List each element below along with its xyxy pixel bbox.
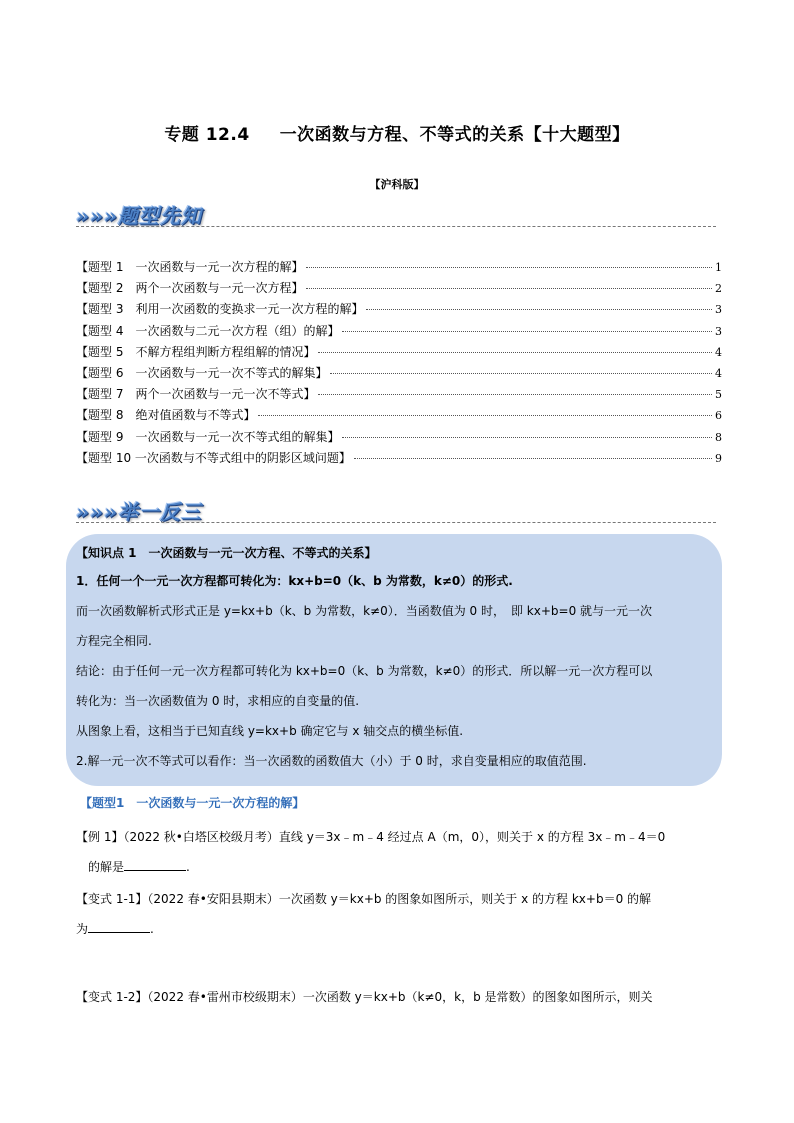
toc-leader-dots [342, 437, 712, 438]
dashed-divider [76, 522, 716, 523]
knowledge-paragraph: 2.解一元一次不等式可以看作：当一次函数的函数值大（小）于 0 时，求自变量相应的取值范围. [76, 754, 587, 768]
toc-item[interactable] [76, 279, 722, 300]
question-text: 【变式 1-1】（2022 春•安阳县期末）一次函数 y＝kx+b 的图象如图所示，则关于 x 的方程 kx+b＝0 的解 [76, 892, 652, 906]
question-text: 的解是 [88, 860, 125, 874]
toc-item-page: 4 [715, 366, 722, 380]
toc-item[interactable] [76, 322, 722, 343]
variant-1-1 [76, 884, 726, 944]
toc-item-label: 【题型 7 两个一次函数与一元一次不等式】 [76, 387, 316, 402]
toc-leader-dots [318, 394, 712, 395]
toc-item-page: 3 [715, 324, 722, 338]
toc-item-page: 3 [715, 303, 722, 317]
page-title [0, 120, 794, 145]
toc-leader-dots [318, 352, 712, 353]
question-answer-line [76, 852, 726, 882]
knowledge-paragraph: 而一次函数解析式形式正是 y=kx+b（k、b 为常数，k≠0）．当函数值为 0 时， 即 kx+b=0 就与一元一次 [76, 604, 653, 618]
toc-item-page: 6 [715, 409, 722, 423]
toc-leader-dots [342, 331, 712, 332]
dashed-divider [76, 226, 716, 227]
question-text: . [186, 860, 190, 874]
toc-leader-dots [306, 267, 712, 268]
question-text: 【变式 1-2】（2022 春•雷州市校级期末）一次函数 y＝kx+b（k≠0，k，b 是常数）的图象如图所示，则关 [76, 990, 653, 1004]
toc-item-page: 2 [715, 282, 722, 296]
table-of-contents [76, 258, 722, 470]
toc-leader-dots [258, 415, 712, 416]
toc-item-page: 4 [715, 345, 722, 359]
title-topic-name: 一次函数与方程、不等式的关系【十大题型】 [279, 125, 630, 145]
answer-blank[interactable] [124, 856, 186, 871]
toc-item-label: 【题型 4 一次函数与二元一次方程（组）的解】 [76, 323, 340, 338]
toc-item-page: 5 [715, 388, 722, 402]
knowledge-paragraph: 转化为：当一次函数值为 0 时，求相应的自变量的值. [76, 694, 360, 708]
answer-blank[interactable] [88, 918, 150, 933]
toc-item[interactable] [76, 364, 722, 385]
variant-1-2 [76, 982, 726, 1012]
knowledge-paragraph: 从图象上看，这相当于已知直线 y=kx+b 确定它与 x 轴交点的横坐标值. [76, 724, 464, 738]
title-topic-number: 专题 12.4 [164, 125, 250, 145]
banner-practice-text: »»»举一反三 [76, 500, 202, 524]
toc-item-label: 【题型 9 一次函数与一元一次不等式组的解集】 [76, 429, 340, 444]
question-text: 【例 1】（2022 秋•白塔区校级月考）直线 y＝3x﹣m﹣4 经过点 A（m，0），则关于 x 的方程 3x﹣m﹣4＝0 [76, 830, 666, 844]
toc-item-label: 【题型 6 一次函数与一元一次不等式的解集】 [76, 365, 328, 380]
knowledge-title: 【知识点 1 一次函数与一元一次方程、不等式的关系】 [76, 546, 377, 560]
toc-leader-dots [354, 458, 712, 459]
knowledge-paragraph: 1．任何一个一元一次方程都可转化为：kx+b=0（k、b 为常数，k≠0）的形式. [76, 574, 513, 588]
toc-item-page: 1 [715, 261, 722, 274]
toc-item[interactable] [76, 428, 722, 449]
toc-item-label: 【题型 8 绝对值函数与不等式】 [76, 408, 256, 423]
knowledge-point-box [66, 534, 722, 786]
banner-preview [76, 200, 726, 230]
toc-item-label: 【题型 3 利用一次函数的变换求一元一次方程的解】 [76, 302, 364, 317]
toc-leader-dots [330, 373, 712, 374]
knowledge-paragraph: 结论：由于任何一元一次方程都可转化为 kx+b=0（k、b 为常数，k≠0）的形式．所以解一元一次方程可以 [76, 664, 653, 678]
edition-label: 【沪科版】 [369, 178, 425, 191]
question-answer-line [76, 914, 726, 944]
toc-item[interactable] [76, 449, 722, 470]
toc-leader-dots [306, 288, 712, 289]
toc-item-page: 8 [715, 430, 722, 444]
toc-item-page: 9 [715, 451, 722, 465]
example-1 [76, 822, 726, 882]
toc-item[interactable] [76, 258, 722, 279]
toc-item[interactable] [76, 300, 722, 321]
toc-item[interactable] [76, 343, 722, 364]
toc-leader-dots [366, 309, 712, 310]
toc-item-label: 【题型 5 不解方程组判断方程组解的情况】 [76, 344, 316, 359]
question-text: 为 [76, 922, 89, 936]
toc-item-label: 【题型 2 两个一次函数与一元一次方程】 [76, 281, 304, 296]
toc-item-label: 【题型 1 一次函数与一元一次方程的解】 [76, 260, 304, 274]
knowledge-paragraph: 方程完全相同. [76, 634, 152, 648]
toc-item-label: 【题型 10 一次函数与不等式组中的阴影区域问题】 [76, 450, 351, 465]
question-text: . [150, 922, 154, 936]
banner-preview-text: »»»题型先知 [76, 204, 202, 228]
question-type-heading: 【题型1 一次函数与一元一次方程的解】 [80, 796, 305, 810]
banner-practice [76, 496, 726, 526]
toc-item[interactable] [76, 406, 722, 427]
toc-item[interactable] [76, 385, 722, 406]
